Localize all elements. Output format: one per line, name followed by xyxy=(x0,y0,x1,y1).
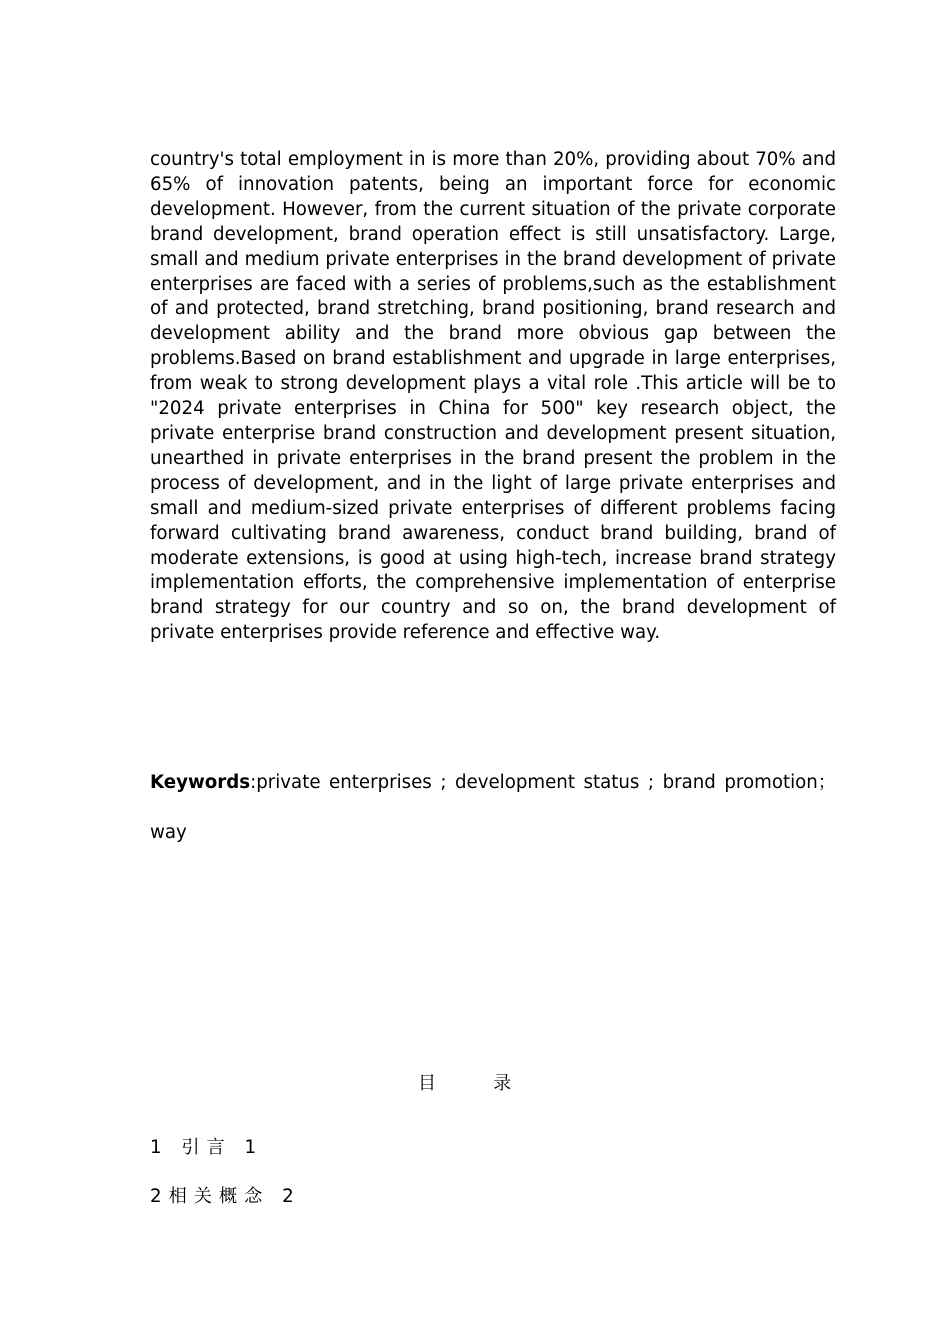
abstract-body: country's total employment in is more than 20%, providing about 70% and 65% of innovation patents, being an important force for economic development. However, from the current situation of the private corporate brand development, brand operation effect is still unsatisfactory. Large, small and medium private enterprises in the brand development of private enterprises are faced with a series of problems,such as the establishment of and protected, brand stretching, brand positioning, brand research and development ability and the brand more obvious gap between the problems.Based on brand establishment and upgrade in large enterprises, from weak to strong development plays a vital role .This article will be to "2024 private enterprises in China for 500" key research object, the private enterprise brand construction and development present situation, unearthed in private enterprises in the brand present the problem in the process of development, and in the light of large private enterprises and small and medium-sized private enterprises of different problems facing forward cultivating brand awareness, conduct brand building, brand of moderate extensions, is good at using high-tech, increase brand strategy implementation efforts, the comprehensive implementation of enterprise brand strategy for our country and so on, the brand development of private enterprises provide reference and effective way. xyxy=(150,149,836,644)
toc-entry-introduction[interactable]: 1 引言 1 xyxy=(150,1137,264,1158)
toc-entry-related-concepts[interactable]: 2相关概念 2 xyxy=(150,1186,301,1207)
keywords-text: :private enterprises ; development status ; brand promotion； way xyxy=(150,772,836,843)
keywords-label: Keywords xyxy=(150,772,251,793)
keywords-line xyxy=(150,758,836,858)
toc-title: 目 录 xyxy=(418,1073,512,1094)
